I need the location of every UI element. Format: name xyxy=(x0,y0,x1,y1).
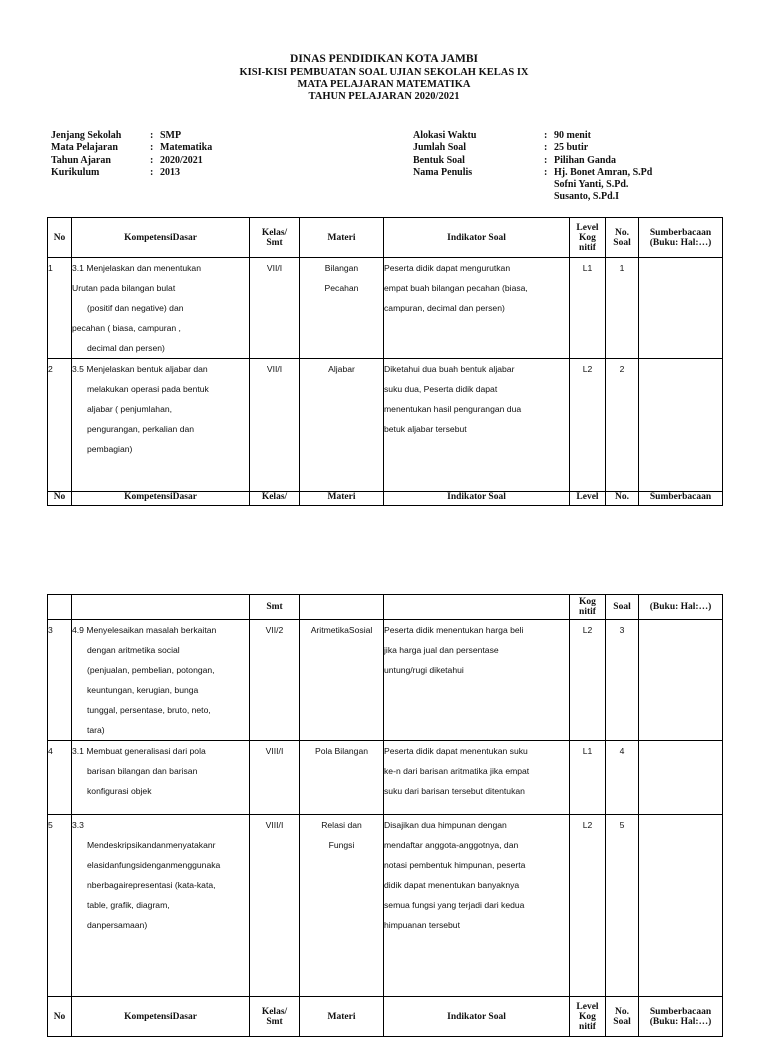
cell-kelas: VIII/I xyxy=(250,741,300,815)
col-indikator: Indikator Soal xyxy=(384,218,570,258)
meta-sep: : xyxy=(150,142,154,154)
meta-tahun xyxy=(51,155,212,167)
cell-sumber xyxy=(639,815,723,997)
cell-sumber xyxy=(639,741,723,815)
col-level: Level Kog nitif xyxy=(570,997,606,1037)
meta-mapel xyxy=(51,142,212,154)
meta-sep: : xyxy=(544,166,548,178)
meta-value: Susanto, S.Pd.I xyxy=(554,191,620,203)
cell-nosoal: 1 xyxy=(606,258,639,359)
col-materi: Materi xyxy=(300,492,384,506)
col-no: No xyxy=(48,218,72,258)
table-header-row-repeat xyxy=(48,492,723,506)
meta-value: 2020/2021 xyxy=(160,154,203,166)
meta-label: Tahun Ajaran xyxy=(51,154,111,166)
meta-label: Nama Penulis xyxy=(413,166,473,178)
cell-kelas: VII/I xyxy=(250,359,300,492)
meta-label: Kurikulum xyxy=(51,166,100,178)
cell-no: 4 xyxy=(48,741,72,815)
cell-sumber xyxy=(639,359,723,492)
meta-label: Bentuk Soal xyxy=(413,154,465,166)
col-sumber: Sumberbacaan (Buku: Hal:…) xyxy=(639,997,723,1037)
meta-left xyxy=(51,130,212,179)
kisi-table-page-2 xyxy=(47,594,723,1037)
cell-kd: 4.9 Menyelesaikan masalah berkaitan dengan aritmetika social (penjualan, pembelian, potongan, keuntungan, kerugian, bunga tunggal, persentase, bruto, neto, tara) xyxy=(72,620,250,741)
table-row xyxy=(48,741,723,815)
cell-kd: 3.1 Menjelaskan dan menentukan Urutan pada bilangan bulat (positif dan negative) dan pecahan ( biasa, campuran , decimal dan persen) xyxy=(72,258,250,359)
meta-label: Jumlah Soal xyxy=(413,142,467,154)
col-kelas: Kelas/ Smt xyxy=(250,218,300,258)
col-kd: KompetensiDasar xyxy=(72,492,250,506)
meta-sep: : xyxy=(544,154,548,166)
meta-bentuk xyxy=(413,155,652,167)
cell-no: 5 xyxy=(48,815,72,997)
cell-no: 1 xyxy=(48,258,72,359)
table-row xyxy=(48,359,723,492)
col-no: No xyxy=(48,492,72,506)
cell-nosoal: 3 xyxy=(606,620,639,741)
meta-label: Alokasi Waktu xyxy=(413,130,477,141)
meta-jumlah xyxy=(413,142,652,154)
table-header-row xyxy=(48,218,723,258)
col-kd xyxy=(72,595,250,620)
cell-kelas: VII/I xyxy=(250,258,300,359)
col-kd: KompetensiDasar xyxy=(72,218,250,258)
col-indikator: Indikator Soal xyxy=(384,492,570,506)
col-nosoal: No. xyxy=(606,492,639,506)
col-kelas: Kelas/ Smt xyxy=(250,997,300,1037)
doc-title: DINAS PENDIDIKAN KOTA JAMBI xyxy=(290,53,478,65)
meta-alokasi xyxy=(413,130,652,142)
cell-indikator: Peserta didik menentukan harga beli jika harga jual dan persentase untung/rugi diketahui xyxy=(384,620,570,741)
col-kd: KompetensiDasar xyxy=(72,997,250,1037)
col-sumber: Sumberbacaan xyxy=(639,492,723,506)
meta-sep: : xyxy=(544,142,548,154)
cell-no: 2 xyxy=(48,359,72,492)
table-row xyxy=(48,815,723,997)
cell-nosoal: 5 xyxy=(606,815,639,997)
cell-nosoal: 2 xyxy=(606,359,639,492)
meta-sep: : xyxy=(150,130,154,141)
col-materi xyxy=(300,595,384,620)
cell-sumber xyxy=(639,258,723,359)
cell-level: L1 xyxy=(570,258,606,359)
cell-indikator: Peserta didik dapat mengurutkan empat buah bilangan pecahan (biasa, campuran, decimal dan persen) xyxy=(384,258,570,359)
col-sumber: Sumberbacaan (Buku: Hal:…) xyxy=(639,218,723,258)
meta-value: Sofni Yanti, S.Pd. xyxy=(554,179,629,191)
doc-subject: MATA PELAJARAN MATEMATIKA xyxy=(297,79,471,90)
table-header-row-repeat xyxy=(48,997,723,1037)
doc-year: TAHUN PELAJARAN 2020/2021 xyxy=(308,91,460,102)
meta-value: Pilihan Ganda xyxy=(554,154,616,166)
col-materi: Materi xyxy=(300,218,384,258)
meta-right xyxy=(413,130,652,204)
col-kelas: Kelas/ xyxy=(250,492,300,506)
cell-kd: 3.5 Menjelaskan bentuk aljabar dan melakukan operasi pada bentuk aljabar ( penjumlahan, pengurangan, perkalian dan pembagian) xyxy=(72,359,250,492)
cell-indikator: Disajikan dua himpunan dengan mendaftar anggota-anggotnya, dan notasi pembentuk himpunan, peserta didik dapat menentukan banyaknya semua fungsi yang terjadi dari kedua himpuanan tersebut xyxy=(384,815,570,997)
cell-level: L2 xyxy=(570,815,606,997)
cell-kelas: VIII/I xyxy=(250,815,300,997)
table-header-row-cont xyxy=(48,595,723,620)
cell-kd: 3.3 Mendeskripsikandanmenyatakanr elasidanfungsidenganmenggunaka nberbagairepresentasi (kata-kata, table, grafik, diagram, danpersamaan) xyxy=(72,815,250,997)
cell-level: L2 xyxy=(570,620,606,741)
cell-materi: Relasi dan Fungsi xyxy=(300,815,384,997)
col-level: Level Kog nitif xyxy=(570,218,606,258)
col-nosoal: Soal xyxy=(606,595,639,620)
cell-indikator: Peserta didik dapat menentukan suku ke-n dari barisan aritmatika jika empat suku dari barisan tersebut ditentukan xyxy=(384,741,570,815)
meta-value: SMP xyxy=(160,130,182,141)
cell-nosoal: 4 xyxy=(606,741,639,815)
meta-value: Hj. Bonet Amran, S.Pd xyxy=(554,166,653,178)
col-nosoal: No. Soal xyxy=(606,218,639,258)
meta-label: Jenjang Sekolah xyxy=(51,130,122,141)
meta-sep: : xyxy=(544,130,548,141)
col-level: Level xyxy=(570,492,606,506)
col-indikator xyxy=(384,595,570,620)
col-no: No xyxy=(48,997,72,1037)
meta-penulis-3 xyxy=(413,191,652,203)
meta-sep: : xyxy=(150,166,154,178)
cell-level: L2 xyxy=(570,359,606,492)
cell-materi: Aljabar xyxy=(300,359,384,492)
col-indikator: Indikator Soal xyxy=(384,997,570,1037)
cell-level: L1 xyxy=(570,741,606,815)
cell-materi: AritmetikaSosial xyxy=(300,620,384,741)
cell-materi: Bilangan Pecahan xyxy=(300,258,384,359)
cell-kelas: VII/2 xyxy=(250,620,300,741)
meta-value: 2013 xyxy=(160,166,180,178)
col-materi: Materi xyxy=(300,997,384,1037)
meta-value: 25 butir xyxy=(554,142,589,154)
meta-value: Matematika xyxy=(160,142,213,154)
cell-materi: Pola Bilangan xyxy=(300,741,384,815)
cell-indikator: Diketahui dua buah bentuk aljabar suku dua, Peserta didik dapat menentukan hasil pengurangan dua betuk aljabar tersebut xyxy=(384,359,570,492)
meta-label: Mata Pelajaran xyxy=(51,142,118,154)
meta-penulis xyxy=(413,167,652,179)
meta-sep: : xyxy=(150,154,154,166)
meta-value: 90 menit xyxy=(554,130,591,141)
col-nosoal: No. Soal xyxy=(606,997,639,1037)
cell-no: 3 xyxy=(48,620,72,741)
table-row xyxy=(48,258,723,359)
col-no xyxy=(48,595,72,620)
meta-jenjang xyxy=(51,130,212,142)
col-kelas: Smt xyxy=(250,595,300,620)
cell-sumber xyxy=(639,620,723,741)
kisi-table-page-1 xyxy=(47,217,723,506)
col-level: Kog nitif xyxy=(570,595,606,620)
meta-penulis-2 xyxy=(413,179,652,191)
doc-subtitle: KISI-KISI PEMBUATAN SOAL UJIAN SEKOLAH KELAS IX xyxy=(239,67,529,78)
col-sumber: (Buku: Hal:…) xyxy=(639,595,723,620)
table-row xyxy=(48,620,723,741)
cell-kd: 3.1 Membuat generalisasi dari pola barisan bilangan dan barisan konfigurasi objek xyxy=(72,741,250,815)
meta-kurikulum xyxy=(51,167,212,179)
